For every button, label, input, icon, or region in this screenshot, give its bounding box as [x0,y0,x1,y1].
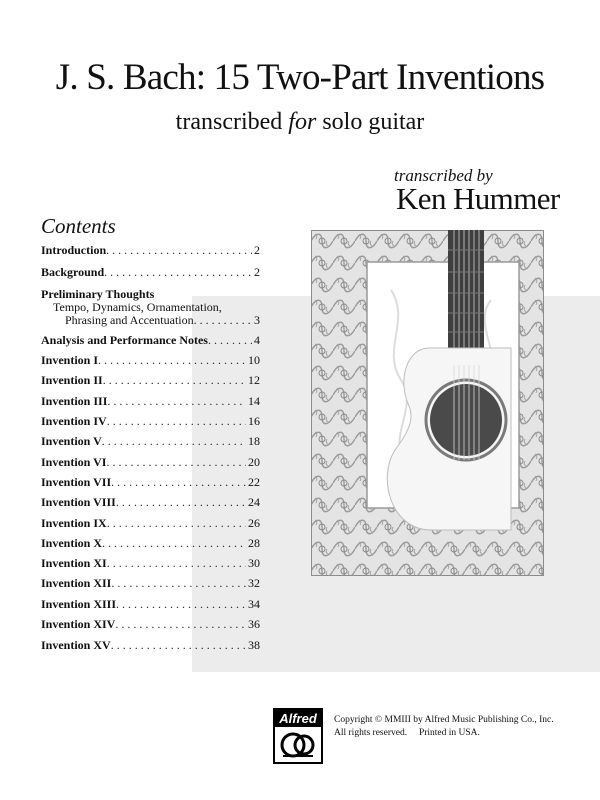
toc-page: 18 [248,434,260,448]
leader-dots [102,434,246,449]
toc-label: Invention XIII [41,597,117,611]
leader-dots [111,475,246,490]
toc-page: 2 [254,265,260,279]
toc-label: Invention VI [41,455,107,469]
subtitle-before: transcribed [175,109,289,135]
toc-preliminary-line2 [65,313,260,328]
toc-page: 36 [248,617,260,631]
toc-entry-invention-15[interactable] [41,638,260,653]
toc-label: Analysis and Performance Notes [41,333,208,347]
logo-text: Alfred [275,710,321,727]
toc-page: 12 [248,373,260,387]
toc-entry-invention-5[interactable] [41,434,260,449]
leader-dots [103,373,246,388]
leader-dots [102,536,246,551]
subtitle-italic: for [288,109,317,135]
leader-dots [107,414,246,429]
toc-label: Invention XV [41,638,111,652]
toc-entry-invention-11[interactable] [41,556,260,571]
copyright-notice [334,714,554,740]
leader-dots [107,556,246,571]
toc-entry-invention-4[interactable] [41,414,260,429]
credit-label: transcribed by [394,166,493,185]
toc-page: 26 [248,516,260,530]
toc-page: 38 [248,638,260,652]
leader-dots [115,617,246,632]
leader-dots [106,455,246,470]
toc-page: 28 [248,536,260,550]
toc-page: 4 [254,333,260,347]
toc-label: Invention I [41,353,99,367]
toc-page: 2 [254,243,260,257]
contents-heading: Contents [41,214,116,238]
toc-entry-invention-12[interactable] [41,576,260,591]
toc-page: 16 [248,414,260,428]
toc-entry-invention-9[interactable] [41,516,260,531]
leader-dots [98,353,246,368]
toc-label: Invention VIII [41,495,116,509]
leader-dots [107,516,246,531]
toc-entry-preliminary[interactable]: Preliminary Thoughts [41,287,155,301]
toc-page: 22 [248,475,260,489]
toc-entry-invention-14[interactable] [41,617,260,632]
toc-label: Invention II [41,373,103,387]
toc-label: Invention III [41,394,108,408]
toc-label: Invention IV [41,414,107,428]
toc-label: Phrasing and Accentuation [65,313,194,327]
logo-emblem [279,730,317,760]
copyright-line2: All rights reserved. Printed in USA. [334,728,480,738]
toc-page: 24 [248,495,260,509]
toc-label: Invention V [41,434,102,448]
toc-entry-invention-13[interactable] [41,597,260,612]
toc-page: 30 [248,556,260,570]
toc-label: Invention X [41,536,103,550]
toc-page: 10 [248,353,260,367]
toc-entry-invention-1[interactable] [41,353,260,368]
leader-dots [111,638,246,653]
toc-entry-invention-8[interactable] [41,495,260,510]
leader-dots [194,313,254,328]
toc-label: Invention IX [41,516,107,530]
toc-entry-analysis[interactable] [41,333,260,348]
toc-label: Invention XI [41,556,107,570]
toc-page: 3 [254,313,260,327]
toc-label: Invention XII [41,576,112,590]
toc-entry-invention-7[interactable] [41,475,260,490]
toc-entry-introduction[interactable] [41,243,260,258]
toc-entry-background[interactable] [41,265,260,280]
leader-dots [107,394,246,409]
leader-dots [116,597,246,612]
toc-page: 20 [248,455,260,469]
subtitle-after: solo guitar [316,109,425,135]
toc-page: 14 [248,394,260,408]
toc-page: 34 [248,597,260,611]
leader-dots [106,243,252,258]
toc-entry-invention-2[interactable] [41,373,260,388]
toc-entry-invention-6[interactable] [41,455,260,470]
toc-entry-invention-10[interactable] [41,536,260,551]
author-name: Ken Hummer [396,181,560,216]
toc-label: Invention XIV [41,617,116,631]
toc-preliminary-line1: Tempo, Dynamics, Ornamentation, [53,300,222,314]
guitar-illustration-icon [311,230,544,576]
toc-label: Background [41,265,105,279]
toc-label: Invention VII [41,475,112,489]
leader-dots [104,265,252,280]
toc-page: 32 [248,576,260,590]
alfred-logo-icon [273,708,323,764]
toc-entry-invention-3[interactable] [41,394,260,409]
leader-dots [111,576,246,591]
page-subtitle [0,108,600,136]
leader-dots [116,495,246,510]
leader-dots [208,333,252,348]
copyright-line1: Copyright © MMIII by Alfred Music Publishing Co., Inc. [334,715,554,725]
page-title: J. S. Bach: 15 Two-Part Inventions [55,57,545,98]
toc-label: Introduction [41,243,107,257]
